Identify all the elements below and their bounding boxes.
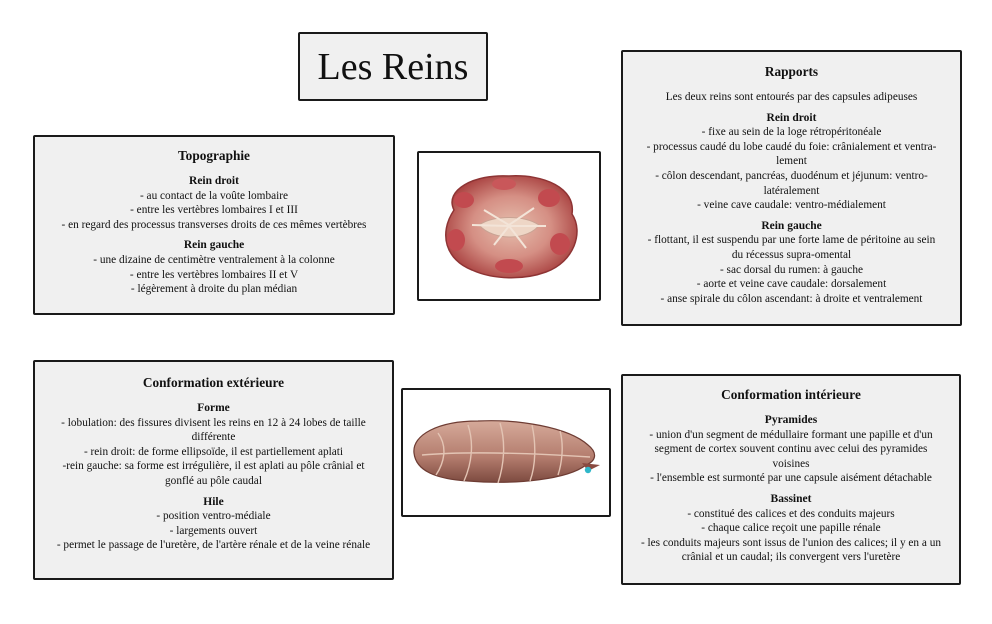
conformation-exterieure-panel <box>33 360 394 580</box>
text-line: latéralement <box>763 184 820 197</box>
text-line: - fixe au sein de la loge rétropéritonéale <box>701 126 882 139</box>
rein-gauche-subtitle: Rein gauche <box>183 239 245 252</box>
text-line: segment de cortex souvent continu avec celui des pyramides <box>654 443 928 456</box>
text-line: - aorte et veine cave caudale: dorsalement <box>696 278 887 291</box>
text-line: du récessus supra-omental <box>731 248 852 261</box>
topographie-panel <box>33 135 395 315</box>
text-line: - largements ouvert <box>169 524 258 537</box>
text-line: - anse spirale du côlon ascendant: à droite et ventralement <box>660 292 923 305</box>
forme-subtitle: Forme <box>197 402 230 414</box>
conformation-interieure-panel <box>621 374 961 585</box>
rapports-panel <box>621 50 962 326</box>
topographie-heading: Topographie <box>178 148 250 163</box>
text-line: - les conduits majeurs sont issus de l'union des calices; il y en a un <box>640 536 942 549</box>
text-line: - position ventro-médiale <box>156 510 271 523</box>
title-box <box>298 32 488 101</box>
kidney-exterior-photo <box>401 388 611 517</box>
rein-droit-subtitle: Rein droit <box>189 175 239 187</box>
text-line: - côlon descendant, pancréas, duodénum et jéjunum: ventro- <box>655 169 928 182</box>
text-line: - en regard des processus transverses droits de ces mêmes vertèbres <box>61 218 367 231</box>
text-line: -rein gauche: sa forme est irrégulière, il est aplati au pôle crânial et <box>62 460 365 473</box>
rapports-intro: Les deux reins sont entourés par des capsules adipeuses <box>665 91 918 103</box>
kidney-section-photo <box>417 151 601 301</box>
text-line: - au contact de la voûte lombaire <box>139 189 289 202</box>
text-line: - permet le passage de l'uretère, de l'artère rénale et de la veine rénale <box>56 539 371 552</box>
text-line: - sac dorsal du rumen: à gauche <box>719 263 864 276</box>
text-line: - entre les vertèbres lombaires II et V <box>129 268 299 281</box>
pyramides-subtitle: Pyramides <box>764 414 818 426</box>
conformation-exterieure-heading: Conformation extérieure <box>142 375 285 390</box>
text-line: - une dizaine de centimètre ventralement à la colonne <box>93 253 335 266</box>
text-line: - veine cave caudale: ventro-médialement <box>697 199 886 212</box>
hile-subtitle: Hile <box>203 495 224 508</box>
text-line: - légèrement à droite du plan médian <box>130 283 298 296</box>
rapports-heading: Rapports <box>764 64 819 79</box>
text-line: crânial et un caudal; ils convergent vers l'uretère <box>681 551 901 564</box>
page-title: Les Reins <box>317 45 469 88</box>
text-line: - constitué des calices et des conduits majeurs <box>687 507 895 520</box>
text-line: gonflé au pôle caudal <box>165 474 262 487</box>
text-line: voisines <box>772 457 810 470</box>
text-line: - chaque calice reçoit une papille rénale <box>701 522 881 535</box>
text-line: - entre les vertèbres lombaires I et III <box>130 204 298 217</box>
rein-droit-subtitle: Rein droit <box>766 111 817 124</box>
rein-gauche-subtitle: Rein gauche <box>761 219 822 232</box>
text-line: - lobulation: des fissures divisent les reins en 12 à 24 lobes de taille <box>61 416 366 429</box>
text-line: - rein droit: de forme ellipsoïde, il est partiellement aplati <box>83 445 344 458</box>
kidney-exterior-image <box>408 413 604 493</box>
conformation-interieure-heading: Conformation intérieure <box>721 387 861 402</box>
text-line: différente <box>191 431 236 444</box>
text-line: - l'ensemble est surmonté par une capsule aisément détachable <box>650 472 932 485</box>
bassinet-subtitle: Bassinet <box>770 492 812 505</box>
text-line: lement <box>776 155 807 168</box>
text-line: - processus caudé du lobe caudé du foie: crânialement et ventra- <box>646 140 937 153</box>
text-line: - union d'un segment de médullaire formant une papille et d'un <box>649 428 933 441</box>
text-line: - flottant, il est suspendu par une forte lame de péritoine au sein <box>647 234 936 247</box>
kidney-section-image <box>434 170 584 282</box>
